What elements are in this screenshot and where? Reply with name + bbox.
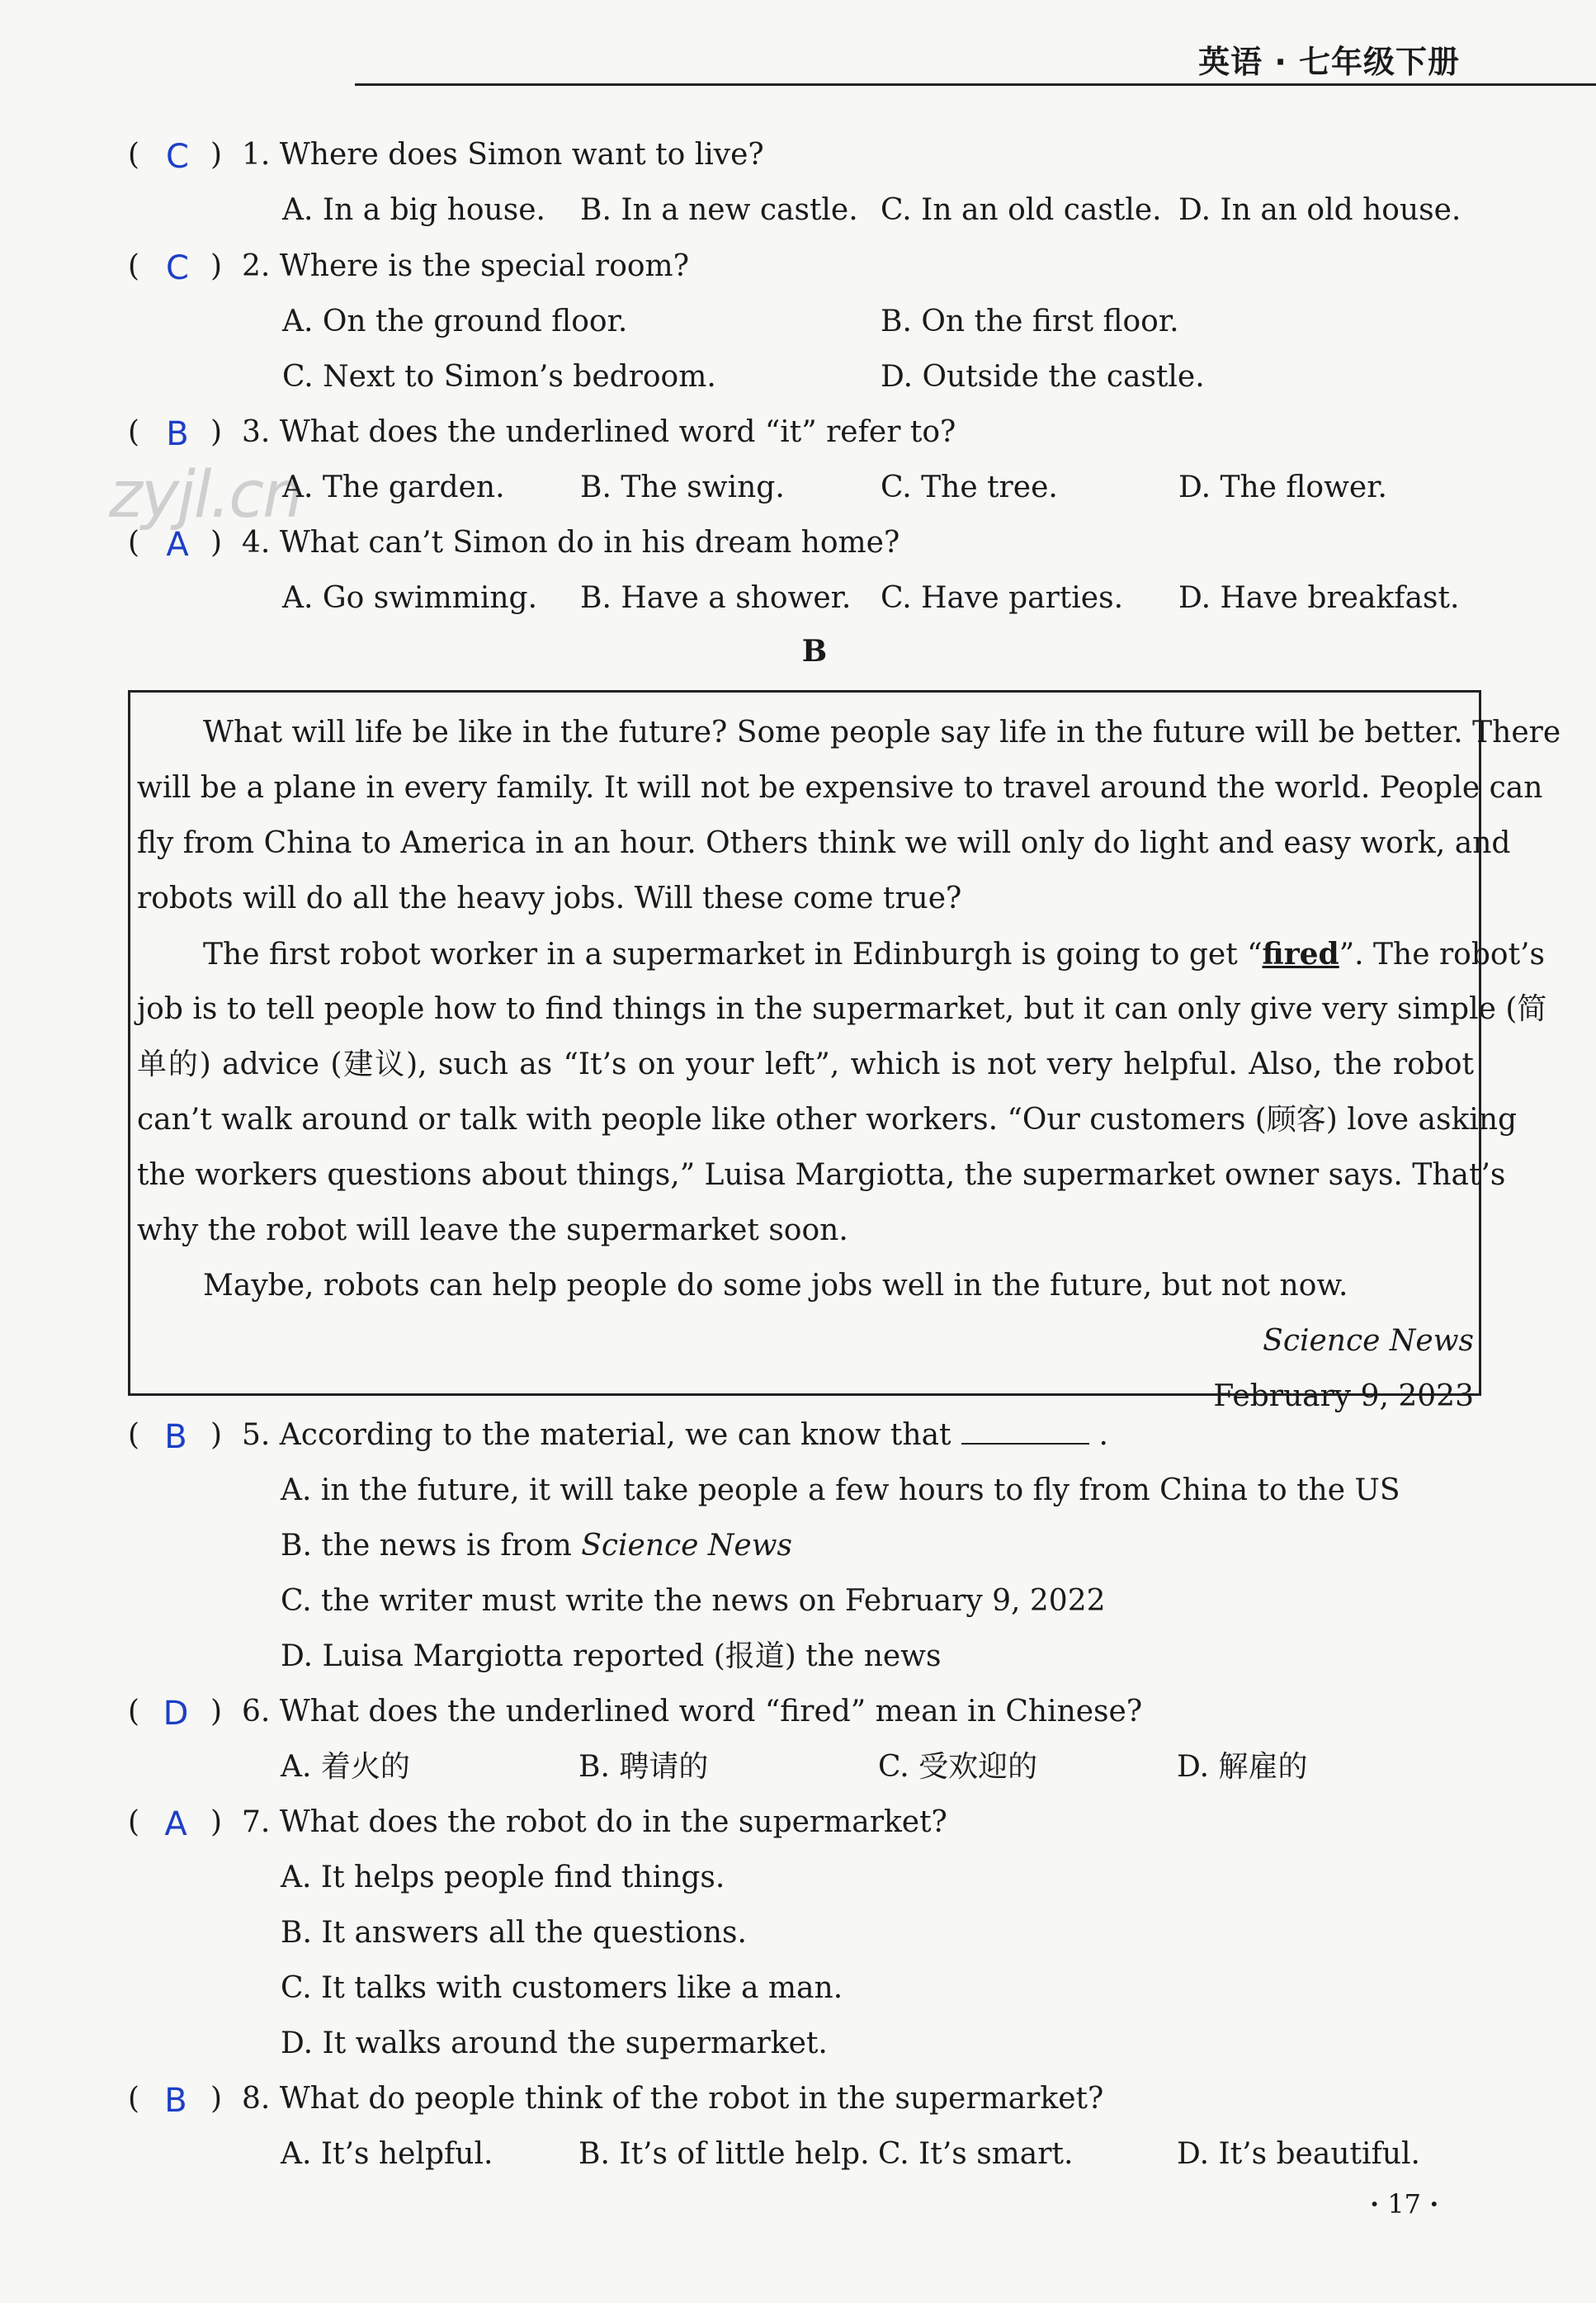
passage-date: February 9, 2023 — [1213, 1379, 1474, 1413]
header-rule — [355, 83, 1596, 86]
q1-option-c: C. In an old castle. — [881, 193, 1162, 227]
answer-q6: D — [163, 1695, 189, 1733]
q4-option-d: D. Have breakfast. — [1178, 581, 1460, 615]
passage-line: 单的) advice (建议), such as “It’s on your left”, which is not very helpful. Also, the robot — [137, 1047, 1474, 1081]
page-number: · 17 · — [1370, 2188, 1439, 2220]
q7-option-d: D. It walks around the supermarket. — [281, 2026, 828, 2060]
q3-option-d: D. The flower. — [1178, 471, 1387, 504]
passage-line: fly from China to America in an hour. Others think we will only do light and easy work, and — [137, 826, 1511, 860]
answer-paren-right: ) — [210, 1418, 223, 1452]
q8-option-a: A. It’s helpful. — [281, 2137, 493, 2171]
answer-blank — [961, 1415, 1089, 1445]
passage-line: the workers questions about things,” Luisa Margiotta, the supermarket owner says. That’s — [137, 1158, 1506, 1192]
q6-option-d: D. 解雇的 — [1177, 1750, 1308, 1784]
q6-option-c: C. 受欢迎的 — [878, 1750, 1038, 1784]
q5-option-a: A. in the future, it will take people a few hours to fly from China to the US — [281, 1473, 1400, 1507]
answer-paren-left: ( — [128, 526, 140, 560]
q7-option-c: C. It talks with customers like a man. — [281, 1971, 843, 2005]
question-4: 4. What can’t Simon do in his dream home? — [242, 526, 900, 560]
answer-paren-right: ) — [210, 415, 223, 449]
answer-q8: B — [164, 2082, 187, 2120]
reading-passage-box — [128, 690, 1561, 1413]
answer-paren-right: ) — [210, 138, 223, 172]
q3-option-b: B. The swing. — [580, 471, 785, 504]
answer-q3: B — [166, 415, 189, 453]
q4-option-b: B. Have a shower. — [580, 581, 852, 615]
answer-paren-left: ( — [128, 1805, 140, 1839]
answer-paren-left: ( — [128, 1418, 140, 1452]
question-5: 5. According to the material, we can know that . — [242, 1415, 1108, 1456]
answer-paren-left: ( — [128, 2082, 140, 2116]
passage-line: The first robot worker in a supermarket in Edinburgh is going to get “fired”. The robot’s — [203, 937, 1545, 972]
q6-option-b: B. 聘请的 — [578, 1750, 709, 1784]
q8-option-d: D. It’s beautiful. — [1177, 2137, 1420, 2171]
q6-option-a: A. 着火的 — [281, 1750, 410, 1784]
q7-option-b: B. It answers all the questions. — [281, 1916, 747, 1950]
q8-option-b: B. It’s of little help. — [578, 2137, 870, 2171]
q1-option-d: D. In an old house. — [1178, 193, 1461, 227]
passage-line: Maybe, robots can help people do some jobs well in the future, but not now. — [203, 1269, 1348, 1303]
q1-option-a: A. In a big house. — [282, 193, 545, 227]
answer-q1: C — [166, 138, 189, 176]
question-2: 2. Where is the special room? — [242, 249, 689, 283]
answer-paren-right: ) — [210, 2082, 223, 2116]
answer-paren-left: ( — [128, 415, 140, 449]
answer-paren-left: ( — [128, 1695, 140, 1728]
q3-option-c: C. The tree. — [881, 471, 1058, 504]
answer-q2: C — [166, 249, 189, 287]
question-7: 7. What does the robot do in the supermarket? — [242, 1805, 947, 1839]
passage-line: will be a plane in every family. It will not be expensive to travel around the world. People can — [137, 771, 1543, 805]
answer-q7: A — [164, 1805, 187, 1843]
watermark: zyjl.cn — [109, 458, 302, 532]
answer-paren-right: ) — [210, 1805, 223, 1839]
passage-line: robots will do all the heavy jobs. Will these come true? — [137, 882, 962, 915]
page-header — [0, 0, 1596, 89]
passage-line: job is to tell people how to find things in the supermarket, but it can only give very simple (简 — [137, 992, 1547, 1026]
q7-option-a: A. It helps people find things. — [281, 1861, 725, 1894]
answer-q4: A — [166, 526, 189, 564]
question-1: 1. Where does Simon want to live? — [242, 138, 764, 172]
q8-option-c: C. It’s smart. — [878, 2137, 1074, 2171]
passage-line: why the robot will leave the supermarket soon. — [137, 1213, 848, 1247]
passage-line: can’t walk around or talk with people like other workers. “Our customers (顾客) love asking — [137, 1103, 1518, 1137]
passage-source: Science News — [1263, 1324, 1474, 1358]
question-3: 3. What does the underlined word “it” refer to? — [242, 415, 956, 449]
passage-line: What will life be like in the future? Some people say life in the future will be better. There — [203, 716, 1561, 750]
answer-q5: B — [164, 1418, 187, 1456]
answer-paren-right: ) — [210, 249, 223, 283]
answer-paren-right: ) — [210, 526, 223, 560]
q3-option-a: A. The garden. — [282, 471, 505, 504]
q1-option-b: B. In a new castle. — [580, 193, 858, 227]
q5-option-c: C. the writer must write the news on February 9, 2022 — [281, 1584, 1106, 1618]
question-6: 6. What does the underlined word “fired” mean in Chinese? — [242, 1695, 1143, 1728]
underlined-word-fired: fired — [1262, 937, 1339, 972]
q4-option-a: A. Go swimming. — [282, 581, 538, 615]
section-title-b: B — [801, 634, 828, 669]
header-title: 英语 · 七年级下册 — [1198, 44, 1460, 80]
answer-paren-left: ( — [128, 138, 140, 172]
q5-option-d: D. Luisa Margiotta reported (报道) the news — [281, 1639, 942, 1673]
q5-option-b: B. the news is from Science News — [281, 1529, 793, 1563]
q4-option-c: C. Have parties. — [881, 581, 1124, 615]
q2-option-d: D. Outside the castle. — [881, 360, 1205, 394]
q2-option-b: B. On the first floor. — [881, 305, 1179, 338]
q2-option-c: C. Next to Simon’s bedroom. — [282, 360, 716, 394]
answer-paren-right: ) — [210, 1695, 223, 1728]
q2-option-a: A. On the ground floor. — [282, 305, 628, 338]
answer-paren-left: ( — [128, 249, 140, 283]
question-8: 8. What do people think of the robot in the supermarket? — [242, 2082, 1104, 2116]
